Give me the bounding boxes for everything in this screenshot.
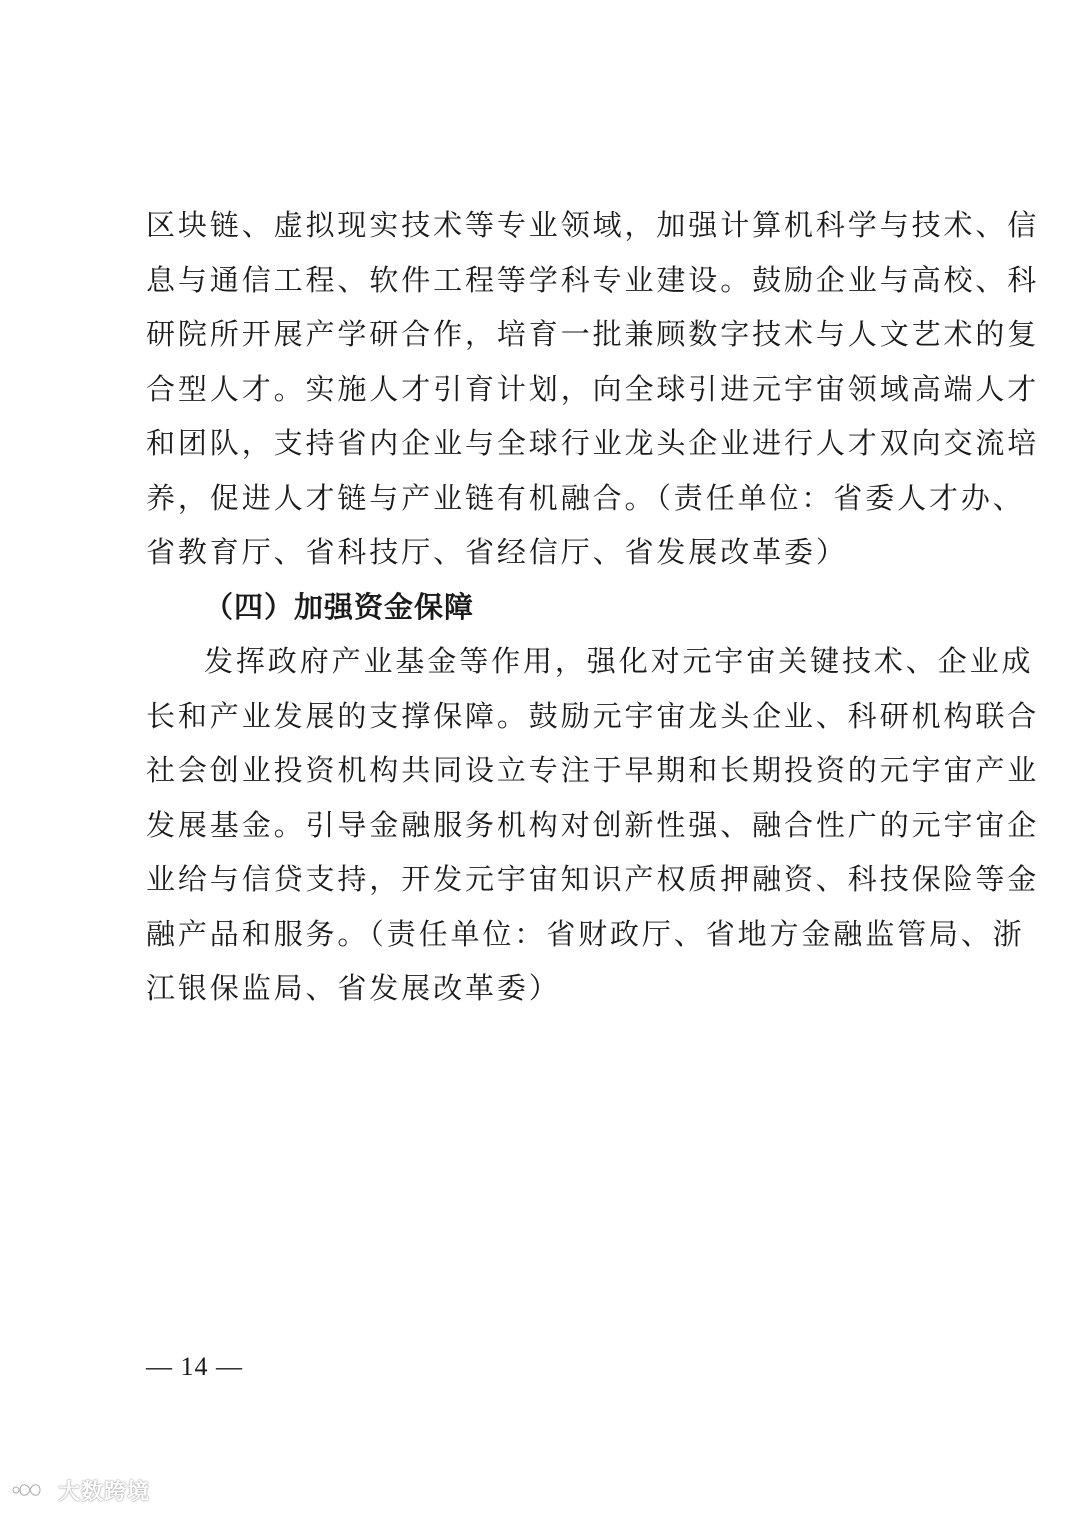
paragraph-line: 业给与信贷支持，开发元宇宙知识产权质押融资、科技保险等金 — [146, 862, 1040, 896]
paragraph-line: 长和产业发展的支撑保障。鼓励元宇宙龙头企业、科研机构联合 — [146, 698, 1040, 733]
section-heading: （四）加强资金保障 — [204, 589, 475, 624]
paragraph-line: 研院所开展产学研合作，培育一批兼顾数字技术与人文艺术的复 — [146, 317, 1040, 351]
paragraph-line: 发展基金。引导金融服务机构对创新性强、融合性广的元宇宙企 — [146, 807, 1040, 842]
paragraph-line: 合型人才。实施人才引育计划，向全球引进元宇宙领域高端人才 — [146, 371, 1040, 406]
paragraph-line: 融产品和服务。（责任单位：省财政厅、省地方金融监管局、浙 — [146, 916, 1025, 951]
paragraph-line: 养，促进人才链与产业链有机融合。（责任单位：省委人才办、 — [146, 480, 1025, 515]
infinity-logo-icon — [10, 1477, 50, 1503]
watermark-text: 大数跨境 — [58, 1479, 151, 1505]
paragraph-line: 和团队，支持省内企业与全球行业龙头企业进行人才双向交流培 — [146, 426, 1040, 460]
page-number: — 14 — — [146, 1352, 243, 1381]
paragraph-line: 省教育厅、省科技厅、省经信厅、省发展改革委） — [146, 535, 848, 569]
paragraph-line: 发挥政府产业基金等作用，强化对元宇宙关键技术、企业成 — [204, 644, 1034, 678]
paragraph-line: 息与通信工程、软件工程等学科专业建设。鼓励企业与高校、科 — [146, 262, 1040, 297]
paragraph-line: 区块链、虚拟现实技术等专业领域，加强计算机科学与技术、信 — [146, 208, 1040, 242]
watermark — [10, 1473, 150, 1507]
paragraph-line: 江银保监局、省发展改革委） — [146, 971, 561, 1005]
document-body — [146, 198, 1040, 1016]
paragraph-line: 社会创业投资机构共同设立专注于早期和长期投资的元宇宙产业 — [146, 753, 1040, 787]
